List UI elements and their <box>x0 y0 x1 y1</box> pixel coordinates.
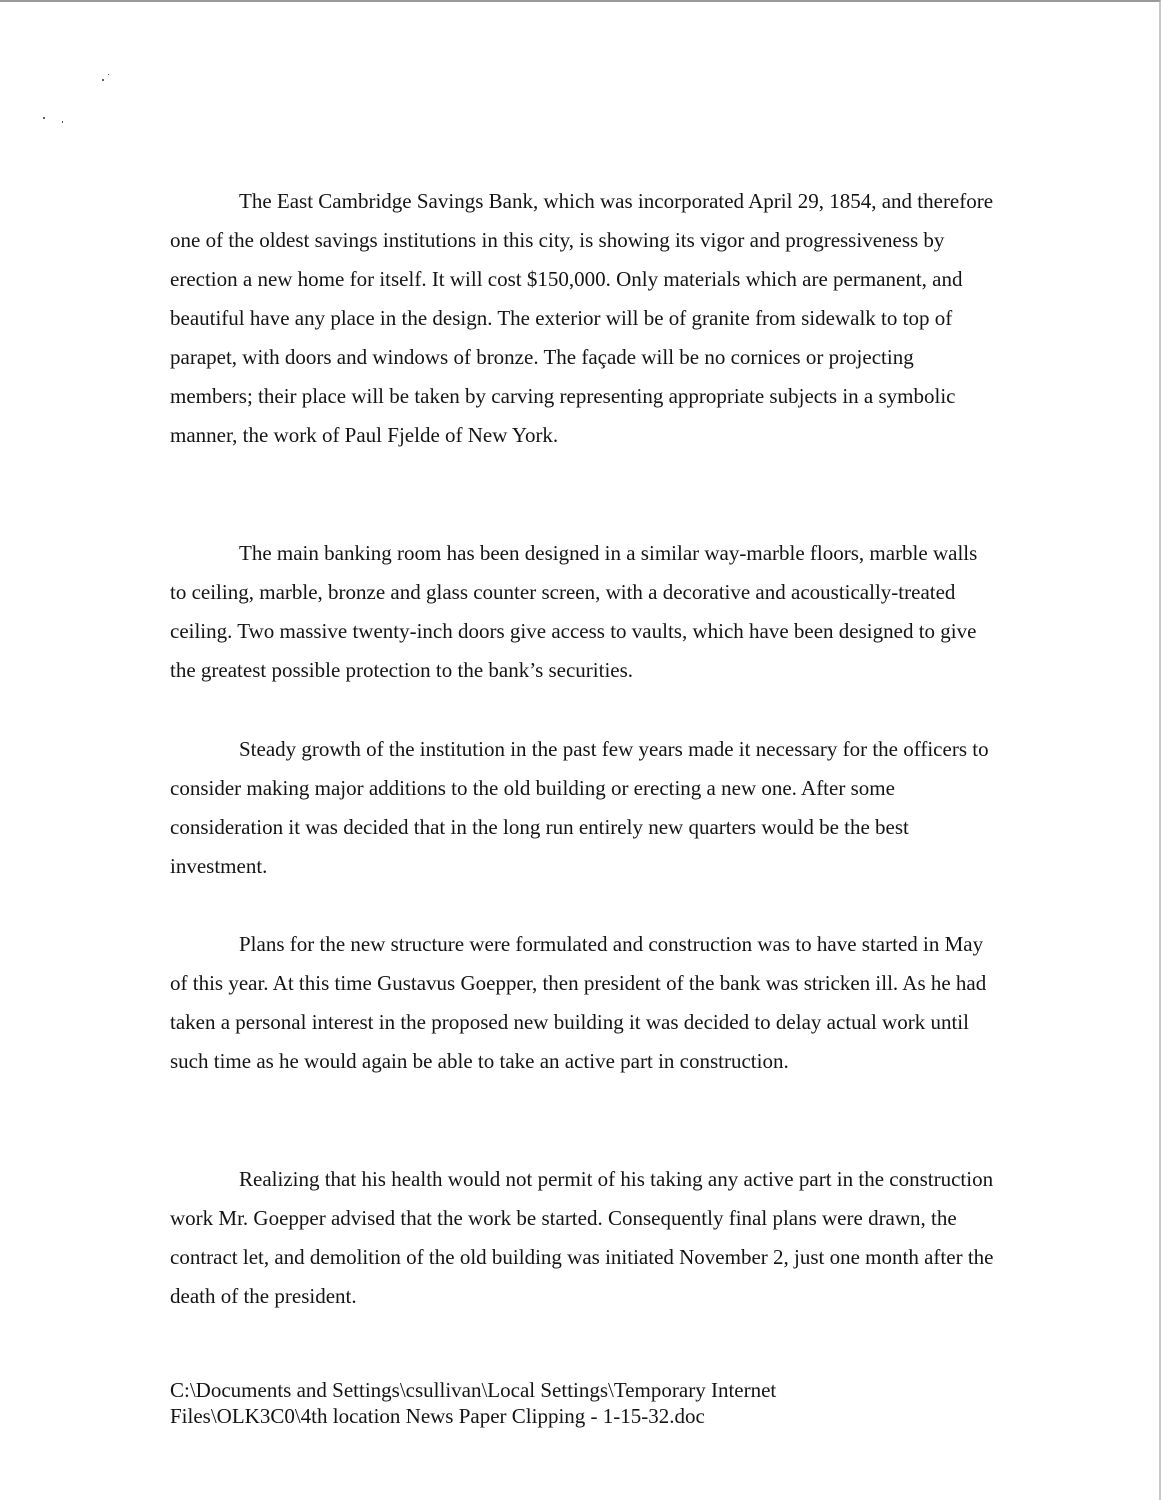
paragraph-plans: Plans for the new structure were formulated and construction was to have started in May of this year. At this time Gustavus Goepper, then president of the bank was stricken ill. As he had taken a personal interest in the proposed new building it was decided to delay actual work until such time as he would again be able to take an active part in construction. <box>170 932 987 1073</box>
file-path-line-2: Files\OLK3C0\4th location News Paper Clipping - 1-15-32.doc <box>170 1404 705 1428</box>
paragraph-banking-room: The main banking room has been designed in a similar way-marble floors, marble walls to ceiling, marble, bronze and glass counter screen, with a decorative and acoustically-treated ceiling. Two massive twenty-inch doors give access to vaults, which have been designed to give the greatest possible protection to the bank’s securities. <box>170 541 978 682</box>
paragraph-construction-start: Realizing that his health would not permit of his taking any active part in the construction work Mr. Goepper advised that the work be started. Consequently final plans were drawn, the contract let, and demolition of the old building was initiated November 2, just one month after the death of the president. <box>170 1167 994 1308</box>
scan-speck <box>102 79 104 81</box>
file-path-line-1: C:\Documents and Settings\csullivan\Local Settings\Temporary Internet <box>170 1378 777 1402</box>
file-path-footer <box>170 1377 1070 1429</box>
paragraph-incorporation: The East Cambridge Savings Bank, which was incorporated April 29, 1854, and therefore one of the oldest savings institutions in this city, is showing its vigor and progressiveness by erection a new home for itself. It will cost $150,000. Only materials which are permanent, and beautiful have any place in the design. The exterior will be of granite from sidewalk to top of parapet, with doors and windows of bronze. The façade will be no cornices or projecting members; their place will be taken by carving representing appropriate subjects in a symbolic manner, the work of Paul Fjelde of New York. <box>170 189 994 447</box>
paragraph-growth: Steady growth of the institution in the past few years made it necessary for the officers to consider making major additions to the old building or erecting a new one. After some consideration it was decided that in the long run entirely new quarters would be the best investment. <box>170 737 989 878</box>
scan-speck <box>43 117 45 119</box>
scan-speck <box>62 121 63 123</box>
scan-speck <box>108 74 109 75</box>
